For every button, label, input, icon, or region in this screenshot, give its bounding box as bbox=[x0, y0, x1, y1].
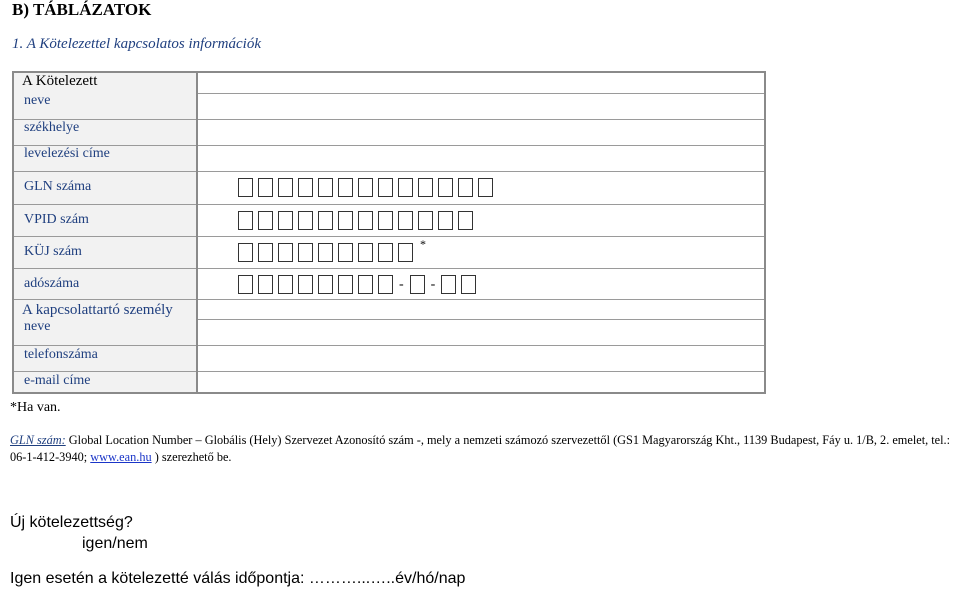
ean-link[interactable]: www.ean.hu bbox=[90, 450, 152, 464]
digit-box[interactable] bbox=[238, 275, 253, 294]
digit-box[interactable] bbox=[378, 211, 393, 230]
digit-box[interactable] bbox=[398, 178, 413, 197]
row-contact-name-label bbox=[14, 319, 196, 345]
digit-box[interactable] bbox=[338, 243, 353, 262]
asterisk-marker: * bbox=[420, 237, 426, 251]
mailing-address-field[interactable] bbox=[198, 145, 764, 172]
kuj-digit-boxes[interactable] bbox=[238, 237, 426, 262]
obligor-title: A Kötelezett bbox=[22, 73, 98, 89]
digit-box[interactable] bbox=[378, 178, 393, 197]
digit-box[interactable] bbox=[318, 243, 333, 262]
digit-box[interactable] bbox=[358, 211, 373, 230]
gln-term: GLN szám: bbox=[10, 433, 66, 447]
mailing-address-label: levelezési címe bbox=[24, 146, 110, 161]
group-title-contact bbox=[14, 299, 196, 319]
phone-label: telefonszáma bbox=[24, 347, 98, 362]
digit-box[interactable] bbox=[298, 243, 313, 262]
row-tax-label bbox=[14, 268, 196, 299]
contact-name-label: neve bbox=[24, 319, 51, 334]
digit-box[interactable] bbox=[238, 178, 253, 197]
gln-digit-boxes[interactable] bbox=[238, 178, 493, 197]
digit-box[interactable] bbox=[278, 275, 293, 294]
digit-box[interactable] bbox=[438, 211, 453, 230]
name-label: neve bbox=[24, 93, 51, 108]
digit-box[interactable] bbox=[338, 275, 353, 294]
row-seat-label bbox=[14, 119, 196, 145]
digit-box[interactable] bbox=[358, 275, 373, 294]
vpid-label: VPID szám bbox=[24, 212, 89, 227]
digit-box[interactable] bbox=[258, 243, 273, 262]
yes-no-answer[interactable]: igen/nem bbox=[82, 535, 148, 552]
kuj-label: KÜJ szám bbox=[24, 244, 82, 259]
seat-label: székhelye bbox=[24, 120, 80, 135]
subsection-title: 1. A Kötelezettel kapcsolatos információk bbox=[12, 36, 261, 52]
group-title-obligor bbox=[14, 73, 196, 93]
gln-footnote bbox=[10, 432, 955, 466]
row-name-label bbox=[14, 93, 196, 119]
digit-box[interactable] bbox=[238, 243, 253, 262]
digit-box[interactable] bbox=[461, 275, 476, 294]
digit-box[interactable] bbox=[441, 275, 456, 294]
digit-box[interactable] bbox=[458, 178, 473, 197]
digit-box[interactable] bbox=[458, 211, 473, 230]
digit-box[interactable] bbox=[258, 211, 273, 230]
row-kuj-label bbox=[14, 236, 196, 268]
digit-box[interactable] bbox=[398, 243, 413, 262]
digit-box[interactable] bbox=[398, 211, 413, 230]
contact-title: A kapcsolattartó személy bbox=[22, 302, 173, 318]
name-field[interactable] bbox=[198, 93, 764, 120]
digit-box[interactable] bbox=[258, 275, 273, 294]
digit-box[interactable] bbox=[478, 178, 493, 197]
dash-separator: - bbox=[430, 276, 436, 292]
digit-box[interactable] bbox=[258, 178, 273, 197]
digit-box[interactable] bbox=[418, 211, 433, 230]
digit-box[interactable] bbox=[278, 178, 293, 197]
obligation-date-line[interactable]: Igen esetén a kötelezetté válás időpontja: ………...…..év/hó/nap bbox=[10, 570, 466, 587]
row-gln-label bbox=[14, 171, 196, 204]
digit-box[interactable] bbox=[318, 275, 333, 294]
digit-box[interactable] bbox=[278, 211, 293, 230]
digit-box[interactable] bbox=[298, 178, 313, 197]
digit-box[interactable] bbox=[298, 211, 313, 230]
phone-field[interactable] bbox=[198, 345, 764, 372]
digit-box[interactable] bbox=[378, 275, 393, 294]
digit-box[interactable] bbox=[298, 275, 313, 294]
email-field[interactable] bbox=[198, 371, 764, 393]
digit-box[interactable] bbox=[438, 178, 453, 197]
row-mailing-label bbox=[14, 145, 196, 171]
row-vpid-label bbox=[14, 204, 196, 236]
digit-box[interactable] bbox=[410, 275, 425, 294]
digit-box[interactable] bbox=[358, 243, 373, 262]
tax-number-label: adószáma bbox=[24, 276, 80, 291]
digit-box[interactable] bbox=[238, 211, 253, 230]
digit-box[interactable] bbox=[338, 211, 353, 230]
row-email-label bbox=[14, 371, 196, 392]
digit-box[interactable] bbox=[318, 178, 333, 197]
vpid-digit-boxes[interactable] bbox=[238, 211, 473, 230]
gln-note-text: Global Location Number – Globális (Hely) Szervezet Azonosító szám -, mely a nemzeti számozó szervezettől (GS1 Magyarország Kht., 1139 Budapest, Fáy u. 1/B, 2. emelet, tel.: 06-1-412-3940; bbox=[10, 433, 951, 464]
digit-box[interactable] bbox=[318, 211, 333, 230]
email-label: e-mail címe bbox=[24, 373, 91, 388]
contact-header-field bbox=[198, 299, 764, 320]
if-any-note: *Ha van. bbox=[10, 400, 61, 415]
obligor-header-field bbox=[198, 73, 764, 93]
dash-separator: - bbox=[399, 276, 404, 292]
obligor-info-table bbox=[12, 71, 766, 394]
digit-box[interactable] bbox=[338, 178, 353, 197]
digit-box[interactable] bbox=[418, 178, 433, 197]
digit-box[interactable] bbox=[378, 243, 393, 262]
gln-note-text-end: ) szerezhető be. bbox=[151, 450, 232, 464]
contact-name-field[interactable] bbox=[198, 319, 764, 346]
digit-box[interactable] bbox=[358, 178, 373, 197]
seat-field[interactable] bbox=[198, 119, 764, 146]
new-obligation-question: Új kötelezettség? bbox=[10, 514, 133, 531]
row-phone-label bbox=[14, 345, 196, 371]
digit-box[interactable] bbox=[278, 243, 293, 262]
section-title: B) TÁBLÁZATOK bbox=[12, 0, 152, 19]
gln-label: GLN száma bbox=[24, 179, 92, 194]
tax-digit-boxes[interactable] bbox=[238, 275, 476, 294]
